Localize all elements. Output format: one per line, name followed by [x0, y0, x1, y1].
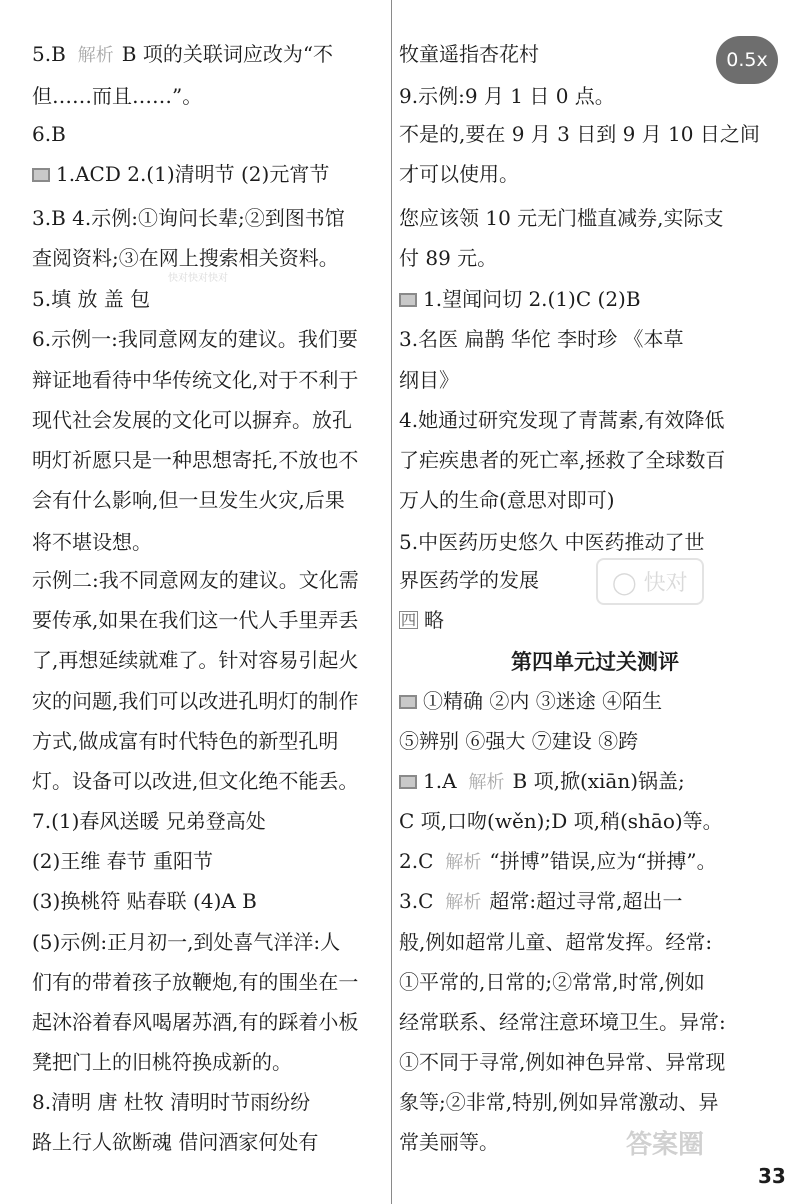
text-line: 但……而且……”。 [32, 84, 203, 108]
column-divider [391, 0, 392, 1204]
text-line: 您应该领 10 元无门槛直减券,实际支 [399, 206, 724, 230]
text-line: 9.示例:9 月 1 日 0 点。 [399, 84, 615, 108]
answer-5-text: B 项的关联词应改为“不 [121, 42, 334, 66]
text-line: 不是的,要在 9 月 3 日到 9 月 10 日之间 [399, 122, 760, 146]
section-two-line: 1.ACD 2.(1)清明节 (2)元宵节 [32, 160, 329, 188]
text-line: 灯。设备可以改进,但文化绝不能丢。 [32, 769, 359, 793]
text-line: 3.B 4.示例:①询问长辈;②到图书馆 [32, 206, 345, 230]
jiexi-label: 解析 [468, 772, 505, 793]
text-line: 示例二:我不同意网友的建议。文化需 [32, 568, 359, 592]
text-line: 才可以使用。 [399, 162, 519, 186]
unit-test-heading: 第四单元过关测评 [511, 650, 679, 674]
text-line: 象等;②非常,特别,例如异常激动、异 [399, 1090, 719, 1114]
text-line: 辩证地看待中华传统文化,对于不利于 [32, 368, 359, 392]
answer-2-line: 2.C 解析 “拼博”错误,应为“拼搏”。 [399, 849, 717, 873]
section-two-b-line: 1.A 解析 B 项,掀(xiān)锅盖; [399, 767, 685, 797]
text-line: 牧童遥指杏花村 [399, 42, 539, 66]
text-line: (3)换桃符 贴春联 (4)A B [32, 889, 257, 913]
zoom-level-button[interactable]: 0.5x [716, 36, 778, 84]
text-line: 起沐浴着春风喝屠苏酒,有的踩着小板 [32, 1010, 359, 1034]
text-line: 6.B [32, 122, 66, 146]
text-line: 方式,做成富有时代特色的新型孔明 [32, 729, 339, 753]
section-one-line: ①精确 ②内 ③迷途 ④陌生 [399, 687, 662, 715]
text-line: 界医药学的发展 [399, 568, 539, 592]
jiexi-label: 解析 [445, 852, 482, 873]
text-line: 了,再想延续就难了。针对容易引起火 [32, 648, 359, 672]
site-watermark: 答案圈 [626, 1130, 705, 1160]
text-line: C 项,口吻(wěn);D 项,稍(shāo)等。 [399, 809, 723, 833]
section-one-mark-icon [399, 695, 417, 709]
text-line: ①平常的,日常的;②常常,时常,例如 [399, 970, 705, 994]
text-line: 经常联系、经常注意环境卫生。异常: [399, 1010, 726, 1034]
text-line: 5.填 放 盖 包 [32, 287, 151, 311]
jiexi-label: 解析 [445, 892, 482, 913]
section-two-b-mark-icon [399, 775, 417, 789]
text-line: 纲目》 [399, 368, 459, 392]
text-line: (5)示例:正月初一,到处喜气洋洋:人 [32, 930, 341, 954]
text-line: ⑤辨别 ⑥强大 ⑦建设 ⑧跨 [399, 729, 639, 753]
text-line: 付 89 元。 [399, 246, 498, 270]
text-line: 了疟疾患者的死亡率,拯救了全球数百 [399, 448, 726, 472]
answer-3-line: 3.C 解析 超常:超过寻常,超出一 [399, 889, 683, 913]
text-line: 般,例如超常儿童、超常发挥。经常: [399, 930, 713, 954]
text-line: (2)王维 春节 重阳节 [32, 849, 214, 873]
text-line: 会有什么影响,但一旦发生火灾,后果 [32, 488, 345, 512]
text-line: 8.清明 唐 杜牧 清明时节雨纷纷 [32, 1090, 311, 1114]
section-three-line: 1.望闻问切 2.(1)C (2)B [399, 285, 641, 313]
kuaidui-watermark: ◯ 快对 [596, 558, 704, 605]
text-line: 常美丽等。 [399, 1130, 499, 1154]
kuaidui-watermark-small: 快对快对快对 [168, 273, 228, 284]
text-line: 5.中医药历史悠久 中医药推动了世 [399, 530, 705, 554]
text-line: 路上行人欲断魂 借问酒家何处有 [32, 1130, 319, 1154]
text-line: ①不同于寻常,例如神色异常、异常现 [399, 1050, 726, 1074]
text-line: 7.(1)春风送暖 兄弟登高处 [32, 809, 266, 833]
text-line: 3.名医 扁鹊 华佗 李时珍 《本草 [399, 327, 684, 351]
jiexi-label: 解析 [77, 45, 114, 66]
text-line: 灾的问题,我们可以改进孔明灯的制作 [32, 689, 359, 713]
text-line: 们有的带着孩子放鞭炮,有的围坐在一 [32, 970, 359, 994]
text-line: 万人的生命(意思对即可) [399, 488, 615, 512]
text-line: 凳把门上的旧桃符换成新的。 [32, 1050, 292, 1074]
text-line: 要传承,如果在我们这一代人手里弄丢 [32, 608, 359, 632]
section-two-mark-icon [32, 168, 50, 182]
section-four-mark: 四 [401, 611, 417, 629]
section-four-line: 四 略 [401, 608, 445, 632]
page-number: 33 [758, 1164, 786, 1188]
text-line: 将不堪设想。 [32, 530, 152, 554]
text-line: 明灯祈愿只是一种思想寄托,不放也不 [32, 448, 359, 472]
answer-5-line: 5.B 解析 B 项的关联词应改为“不 [32, 42, 334, 66]
section-three-mark-icon [399, 293, 417, 307]
text-line: 查阅资料;③在网上搜索相关资料。 [32, 246, 339, 270]
text-line: 4.她通过研究发现了青蒿素,有效降低 [399, 408, 725, 432]
text-line: 现代社会发展的文化可以摒弃。放孔 [32, 408, 352, 432]
text-line: 6.示例一:我同意网友的建议。我们要 [32, 327, 358, 351]
